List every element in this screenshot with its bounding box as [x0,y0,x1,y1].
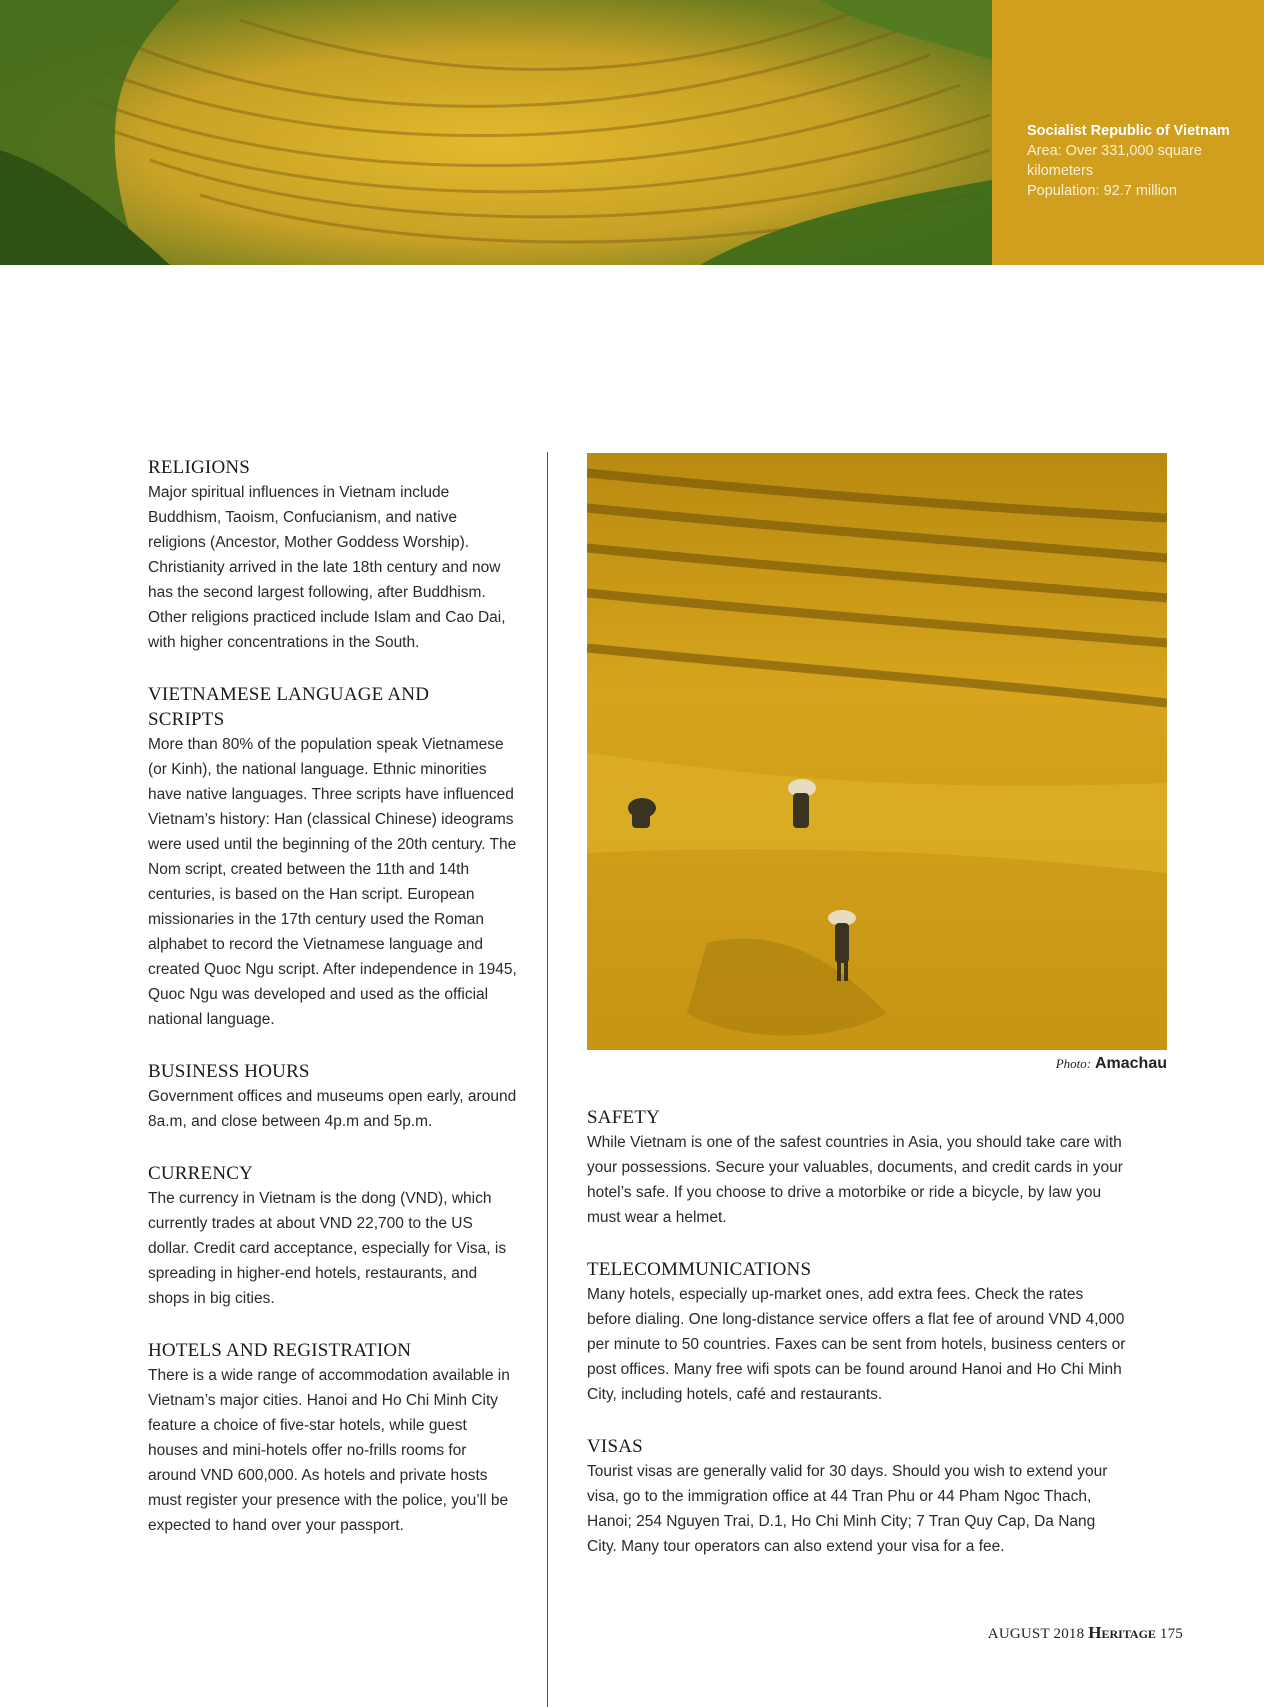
section-body: The currency in Vietnam is the dong (VND), which currently trades at about VND 22,700 to the US dollar. Credit card acceptance, especially for Visa, is spreading in higher-end hotels, restaurants, and shops in big cities. [148,1190,507,1307]
country-fact-box [992,0,1264,265]
rice-harvest-photo [587,453,1167,1050]
section-body: While Vietnam is one of the safest countries in Asia, you should take care with your possessions. Secure your valuables, documents, and credit cards in your hotel’s safe. If you choose to drive a motorbike or ride a bicycle, by law you must wear a helmet. [587,1134,1123,1226]
section-body: Major spiritual influences in Vietnam include Buddhism, Taoism, Confucianism, and native religions (Ancestor, Mother Goddess Worship). Christianity arrived in the late 18th century and now has the second largest following, after Buddhism. Other religions practiced include Islam and Cao Dai, with higher concentrations in the South. [148,484,506,651]
section-body: There is a wide range of accommodation available in Vietnam’s major cities. Hanoi and Ho Chi Minh City feature a choice of five-star hotels, while guest houses and mini-hotels offer no-frills rooms for around VND 600,000. As hotels and private hosts must register your presence with the police, you’ll be expected to hand over your passport. [148,1367,510,1534]
section-currency [148,1161,518,1311]
section-religions [148,455,518,655]
section-body: Tourist visas are generally valid for 30 days. Should you wish to extend your visa, go to the immigration office at 44 Tran Phu or 44 Pham Ngoc Thach, Hanoi; 254 Nguyen Trai, D.1, Ho Chi Minh City; 7 Tran Quy Cap, Da Nang City. Many tour operators can also extend your visa for a fee. [587,1463,1108,1555]
section-body: Many hotels, especially up-market ones, add extra fees. Check the rates before dialing. One long-distance service offers a flat fee of around VND 4,000 per minute to 50 countries. Faxes can be sent from hotels, business centers or post offices. Many free wifi spots can be found around Hanoi and Ho Chi Minh City, including hotels, café and restaurants. [587,1286,1126,1403]
section-heading: RELIGIONS [148,457,251,478]
section-telecommunications [587,1257,1127,1407]
section-hotels-registration [148,1338,518,1538]
section-heading: TELECOMMUNICATIONS [587,1259,812,1280]
section-visas [587,1434,1127,1559]
section-body: Government offices and museums open early, around 8a.m, and close between 4p.m and 5p.m. [148,1088,517,1130]
section-heading: CURRENCY [148,1163,254,1184]
section-heading: BUSINESS HOURS [148,1061,310,1082]
hero-image-rice-terraces [0,0,992,265]
rice-terraces-illustration [0,0,992,265]
photo-credit-name: Amachau [1094,1055,1167,1072]
footer-magazine-name: Heritage [1088,1623,1156,1642]
footer-page-number: 175 [1159,1626,1183,1642]
fact-box-area: Area: Over 331,000 square kilometers [1027,143,1202,179]
right-column [587,1105,1127,1586]
section-heading: VIETNAMESE LANGUAGE AND SCRIPTS [148,684,430,730]
section-safety [587,1105,1127,1230]
section-language-scripts [148,682,518,1032]
section-heading: HOTELS AND REGISTRATION [148,1340,412,1361]
section-business-hours [148,1059,518,1134]
photo-credit [1056,1055,1167,1073]
page-footer [988,1623,1183,1643]
fact-box-title: Socialist Republic of Vietnam [1027,123,1230,139]
fact-box-population: Population: 92.7 million [1027,183,1177,199]
rice-harvest-illustration [587,453,1167,1050]
left-column [148,455,518,1565]
photo-credit-label: Photo: [1055,1056,1092,1071]
section-body: More than 80% of the population speak Vietnamese (or Kinh), the national language. Ethnic minorities have native languages. Three scripts have influenced Vietnam’s history: Han (classical Chinese) ideograms were used until the beginning of the 20th century. The Nom script, created between the 11th and 14th centuries, is based on the Han script. European missionaries in the 17th century used the Roman alphabet to record the Vietnamese language and created Quoc Ngu script. After independence in 1945, Quoc Ngu was developed and used as the official national language. [148,736,517,1028]
footer-date: AUGUST 2018 [987,1626,1085,1642]
column-divider [547,452,548,1707]
section-heading: VISAS [587,1436,643,1457]
section-heading: SAFETY [587,1107,660,1128]
